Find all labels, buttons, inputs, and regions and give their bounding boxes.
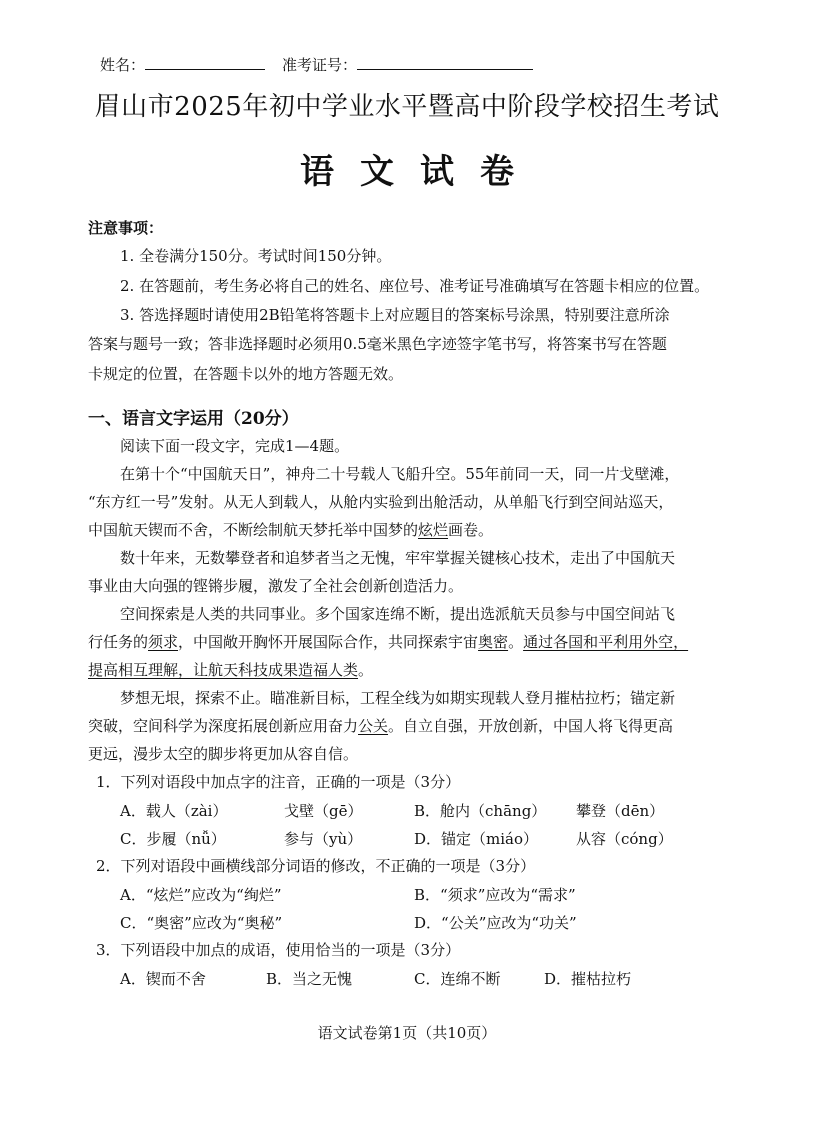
q1-option-b-2: 攀登（dēn） xyxy=(576,802,665,820)
notes-heading: 注意事项： xyxy=(88,219,164,237)
underlined-sentence-part1: 通过各国和平利用外空， xyxy=(523,633,689,651)
q1-option-c-2: 参与（yù） xyxy=(284,830,363,848)
underlined-word-aomi: 奥密 xyxy=(478,633,509,651)
passage-p3-line1: 空间探索是人类的共同事业。多个国家连绵不断，提出选派航天员参与中国空间站飞 xyxy=(120,605,676,623)
question-2: 2．下列对语段中画横线部分词语的修改，不正确的一项是（3分） xyxy=(96,857,536,875)
underlined-word-gongguan: 公关 xyxy=(358,717,389,735)
passage-text: 中国航天锲而不舍，不断绘制航天梦托举中国梦的 xyxy=(88,521,419,539)
reading-intro: 阅读下面一段文字，完成1—4题。 xyxy=(120,437,350,455)
q3-option-d[interactable]: D．摧枯拉朽 xyxy=(544,970,632,988)
q3-option-c[interactable]: C．连绵不断 xyxy=(414,970,501,988)
name-label: 姓名： xyxy=(100,56,146,74)
section-heading: 一、语言文字运用（20分） xyxy=(88,409,299,429)
passage-p4-line3: 更远，漫步太空的脚步将更加从容自信。 xyxy=(88,745,359,763)
note-item-3-line1: 3. 答选择题时请使用2B铅笔将答题卡上对应题目的答案标号涂黑，特别要注意所涂 xyxy=(120,306,670,324)
q2-option-c[interactable]: C．“奥密”应改为“奥秘” xyxy=(120,914,283,932)
q3-option-a[interactable]: A．锲而不舍 xyxy=(120,970,206,988)
q3-option-b[interactable]: B．当之无愧 xyxy=(266,970,353,988)
passage-text: 。 xyxy=(508,633,524,651)
passage-p1-line1: 在第十个“中国航天日”，神舟二十号载人飞船升空。55年前同一天，同一片戈壁滩， xyxy=(120,465,680,483)
name-field[interactable] xyxy=(100,54,265,75)
page-footer: 语文试卷第1页（共10页） xyxy=(317,1024,497,1042)
subject-title: 语文试卷 xyxy=(300,152,540,192)
q1-option-b-1[interactable]: B．舱内（chāng） xyxy=(414,802,547,820)
passage-p3-line3 xyxy=(88,660,373,680)
underlined-word-xuqiu: 须求 xyxy=(148,633,179,651)
q2-option-a[interactable]: A．“炫烂”应改为“绚烂” xyxy=(120,886,282,904)
passage-text: 。自立自强，开放创新，中国人将飞得更高 xyxy=(388,717,674,735)
question-1: 1．下列对语段中加点字的注音，正确的一项是（3分） xyxy=(96,773,461,791)
underlined-word-xuanlan: 炫烂 xyxy=(418,521,449,539)
exam-id-field[interactable] xyxy=(282,54,533,75)
note-item-2: 2. 在答题前，考生务必将自己的姓名、座位号、准考证号准确填写在答题卡相应的位置。 xyxy=(120,277,710,295)
note-item-3-line3: 卡规定的位置，在答题卡以外的地方答题无效。 xyxy=(88,365,404,383)
q1-option-a-1[interactable]: A．载人（zài） xyxy=(120,802,228,820)
exam-id-blank[interactable] xyxy=(357,55,533,70)
question-3: 3．下列语段中加点的成语，使用恰当的一项是（3分） xyxy=(96,941,461,959)
passage-p3-line2 xyxy=(88,632,688,652)
passage-p2-line1: 数十年来，无数攀登者和追梦者当之无愧，牢牢掌握关键核心技术，走出了中国航天 xyxy=(120,549,676,567)
q1-option-a-2: 戈壁（gē） xyxy=(284,802,363,820)
name-blank[interactable] xyxy=(145,55,265,70)
q1-option-d-2: 从容（cóng） xyxy=(576,830,673,848)
q1-option-d-1[interactable]: D．锚定（miáo） xyxy=(414,830,539,848)
note-item-1: 1. 全卷满分150分。考试时间150分钟。 xyxy=(120,247,392,265)
passage-p1-line2: “东方红一号”发射。从无人到载人，从舱内实验到出舱活动，从单船飞行到空间站巡天， xyxy=(88,493,674,511)
passage-p4-line2 xyxy=(88,716,673,736)
underlined-sentence-part2: 提高相互理解，让航天科技成果造福人类 xyxy=(88,661,359,679)
passage-text: 。 xyxy=(358,661,374,679)
passage-text: ，中国敞开胸怀开展国际合作，共同探索宇宙 xyxy=(178,633,479,651)
passage-text: 行任务的 xyxy=(88,633,149,651)
passage-text: 突破，空间科学为深度拓展创新应用奋力 xyxy=(88,717,359,735)
q2-option-d[interactable]: D．“公关”应改为“功关” xyxy=(414,914,577,932)
passage-text: 画卷。 xyxy=(448,521,494,539)
passage-p4-line1: 梦想无垠，探索不止。瞄准新目标，工程全线为如期实现载人登月摧枯拉朽；锚定新 xyxy=(120,689,676,707)
exam-title: 眉山市2025年初中学业水平暨高中阶段学校招生考试 xyxy=(94,92,720,122)
q2-option-b[interactable]: B．“须求”应改为“需求” xyxy=(414,886,576,904)
note-item-3-line2: 答案与题号一致；答非选择题时必须用0.5毫米黑色字迹签字笔书写，将答案书写在答题 xyxy=(88,335,667,353)
passage-p2-line2: 事业由大向强的铿锵步履，激发了全社会创新创造活力。 xyxy=(88,577,464,595)
q1-option-c-1[interactable]: C．步履（nǚ） xyxy=(120,830,226,848)
passage-p1-line3 xyxy=(88,520,493,540)
exam-id-label: 准考证号： xyxy=(282,56,358,74)
